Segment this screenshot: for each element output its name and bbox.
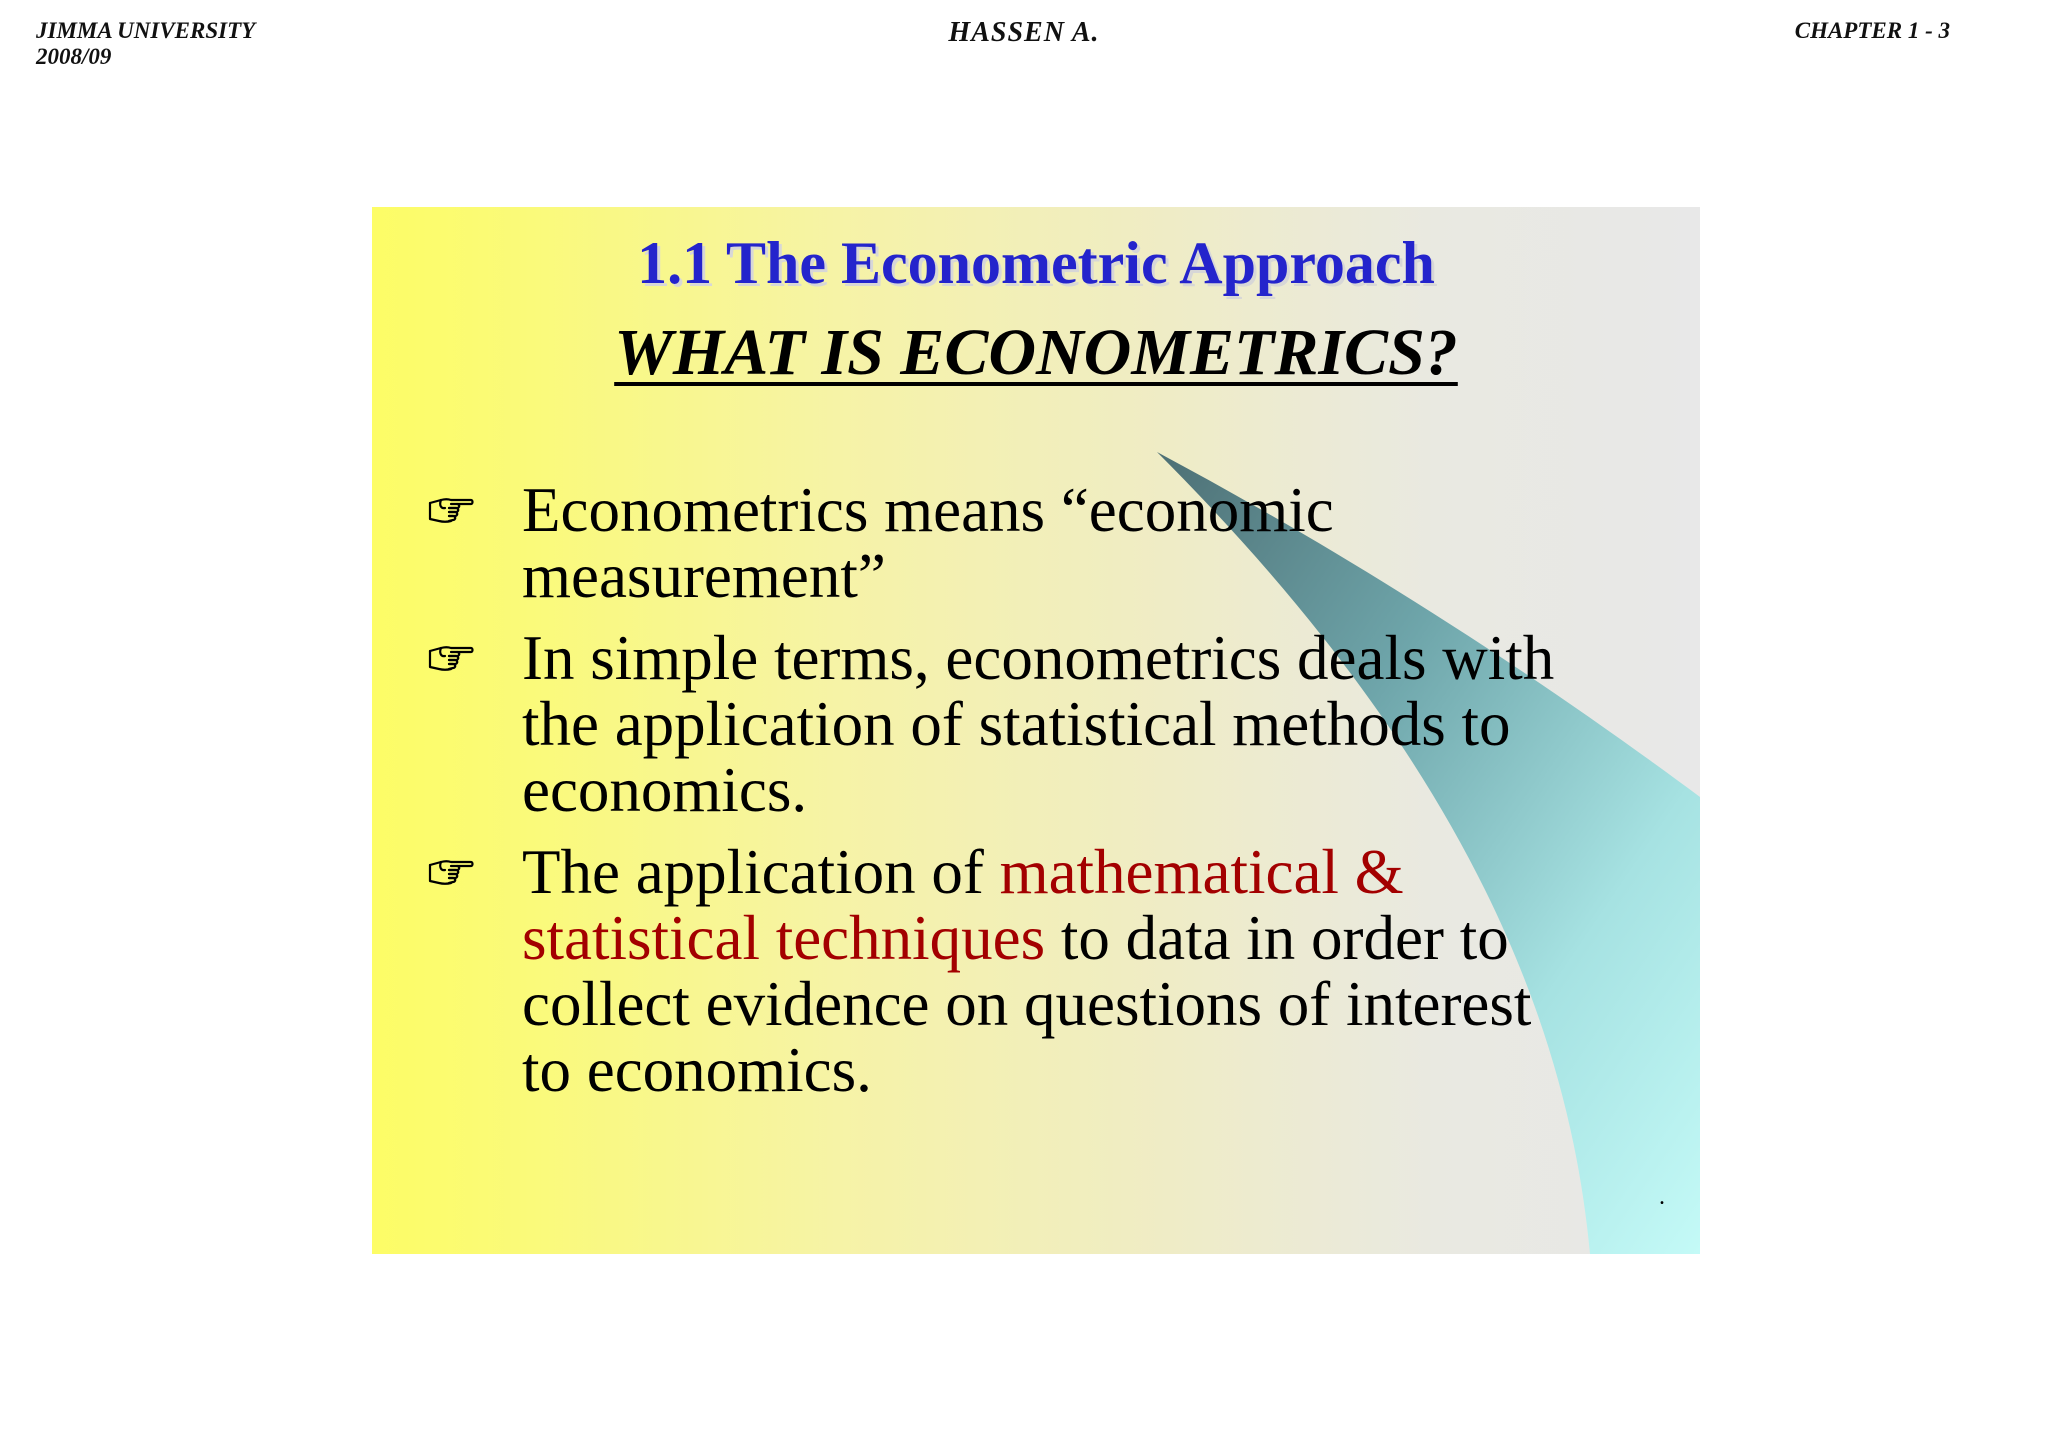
slide	[372, 207, 1700, 1254]
bullet-text-part1: The application of	[522, 837, 1000, 907]
pointing-hand-icon	[427, 491, 475, 527]
header-chapter: CHAPTER 1 - 3	[1794, 18, 1950, 43]
bullet-text: Econometrics means “economic measurement”	[522, 475, 1334, 611]
slide-dot: .	[1659, 1184, 1665, 1210]
pointing-hand-icon	[427, 853, 475, 889]
bullet-item	[427, 477, 1587, 609]
bullet-item	[427, 839, 1587, 1103]
bullet-list	[427, 477, 1587, 1119]
header-university-name: JIMMA UNIVERSITY	[36, 18, 256, 43]
pointing-hand-icon	[427, 639, 475, 675]
slide-subtitle-text: WHAT IS ECONOMETRICS?	[614, 316, 1458, 389]
bullet-item	[427, 625, 1587, 823]
header-author: HASSEN A.	[948, 17, 1100, 48]
slide-title: 1.1 The Econometric Approach	[637, 230, 1435, 296]
bullet-text-part2: to data in order to collect evidence on questions of interest to economics.	[522, 903, 1532, 1105]
bullet-highlight: mathematical & statistical techniques	[522, 837, 1404, 973]
header-year: 2008/09	[36, 44, 112, 69]
slide-subtitle	[372, 314, 1700, 392]
bullet-text: In simple terms, econometrics deals with the application of statistical methods to economics.	[522, 623, 1555, 825]
